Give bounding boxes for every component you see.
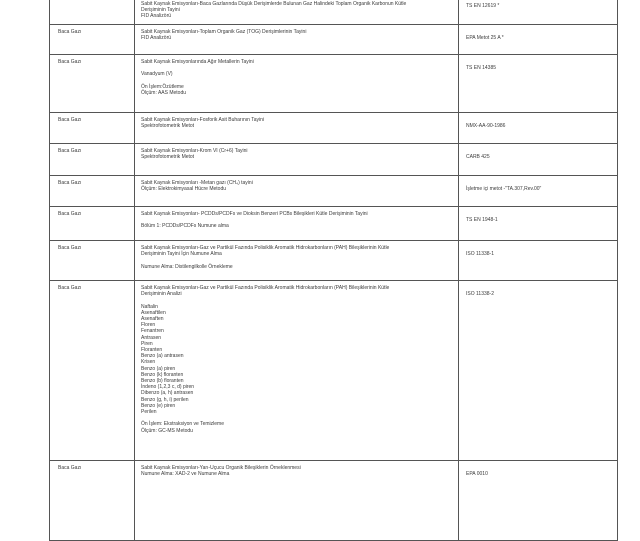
method-line: Bölüm 1: PCDDs/PCDFs Numune alma [141, 223, 229, 230]
method-line: Antrasen [141, 334, 162, 341]
method-line: Benzo (b) floranten [141, 378, 184, 385]
method-description-cell [135, 176, 459, 207]
sample-type-cell: Baca Gazı [50, 55, 135, 113]
method-line: Sabit Kaynak Emisyonları-Krom VI (Cr+6) Tayini [141, 148, 248, 154]
standard-cell [459, 207, 618, 241]
method-line: Benzo (g, h, i) perilen [141, 396, 189, 403]
method-description-cell [135, 461, 459, 541]
method-line: Ön İşlem:Özütleme [141, 83, 184, 90]
standard-reference: TS EN 12619 * [466, 3, 500, 9]
method-line: Sabit Kaynak Emisyonları-Gaz ve Partikül Fazında Polisiklik Aromatik Hidrokarbonların (PAH) Bileşiklerinin Kütle [141, 285, 390, 291]
method-line: Naftalin [141, 303, 158, 310]
method-line: Derişiminin Analizi [141, 291, 182, 298]
standard-reference: ISO 11338-2 [466, 291, 494, 297]
sample-type-cell: Baca Gazı [50, 144, 135, 176]
method-line: Floranten [141, 347, 163, 354]
method-description-cell [135, 25, 459, 55]
standard-reference: TS EN 14385 [466, 65, 497, 71]
standard-cell [459, 0, 618, 25]
method-line: Benzo (a) antrasen [141, 353, 184, 360]
method-description-cell [135, 0, 459, 25]
table-row [50, 176, 618, 207]
sample-type-cell: Baca Gazı [50, 281, 135, 461]
method-line: Sabit Kaynak Emisyonları- PCDDs/PCDFs ve Dioksin Benzeri PCBs Bileşikleri Kütle Derişiminin Tayini [141, 211, 368, 217]
method-line: Floren [141, 322, 156, 329]
table-row [50, 144, 618, 176]
standard-cell [459, 113, 618, 144]
standard-cell [459, 241, 618, 281]
table-row [50, 55, 618, 113]
method-line: Ölçüm: AAS Metodu [141, 89, 187, 96]
method-line: Dibenzo (a, h) antrasen [141, 390, 194, 397]
standard-cell [459, 461, 618, 541]
table-row [50, 0, 618, 25]
table-row [50, 113, 618, 144]
method-line: Numune Alma: XAD-2 ve Numune Alma [141, 471, 230, 478]
method-description-cell [135, 113, 459, 144]
method-line: Spektrofotometrik Metot [141, 123, 195, 130]
method-line: Vanadyum (V) [141, 71, 173, 78]
method-line: Sabit Kaynak Emisyonları-Baca Gazlarında Düşük Derişimlerde Bulunan Gaz Halindeki Toplam Organik Karbonun Kütle [141, 1, 407, 7]
method-description-cell [135, 281, 459, 461]
method-line: FID Analizörü [141, 13, 172, 20]
method-line: Benzo (a) piren [141, 365, 176, 372]
standard-reference: İşletme içi metot -"TA.307,Rev.00" [466, 186, 542, 192]
method-line: Derişiminin Tayini [141, 7, 180, 14]
standard-cell [459, 25, 618, 55]
method-line: Fenantren [141, 328, 164, 335]
method-description-cell [135, 55, 459, 113]
method-line: Benzo (k) floranten [141, 371, 184, 378]
method-description-cell [135, 144, 459, 176]
method-line: Perilen [141, 409, 157, 416]
method-line: Asenaften [141, 316, 164, 322]
standard-cell [459, 144, 618, 176]
standard-reference: EPA 0010 [466, 471, 488, 477]
table-row [50, 207, 618, 241]
method-line: Ölçüm: Elektrokimyasal Hücre Metodu [141, 186, 227, 193]
standard-reference: ISO 11338-1 [466, 251, 494, 257]
method-line: Asenaftilen [141, 309, 166, 316]
sample-type-cell: Baca Gazı [50, 207, 135, 241]
method-line: Sabit Kaynak Emisyonlarında Ağır Metallerin Tayini [141, 59, 254, 65]
standard-reference: TS EN 1948-1 [466, 217, 498, 223]
method-line: Numune Alma: Distilengilkolle Örnekleme [141, 263, 233, 270]
standard-cell [459, 281, 618, 461]
standard-reference: NMX-AA-90-1986 [466, 123, 506, 129]
sample-type-cell: Baca Gazı [50, 241, 135, 281]
table-row [50, 461, 618, 541]
method-line: Sabit Kaynak Emisyonları-Fosforik Asit Buharının Tayini [141, 117, 265, 123]
method-line: Sabit Kaynak Emisyonları-Yarı-Uçucu Organik Bileşiklerin Örneklenmesi [141, 465, 301, 471]
method-line: Sabit Kaynak Emisyonları-Toplam Organik Gaz (TOG) Derişimlerinin Tayini [141, 29, 307, 35]
method-line: Ölçüm: GC-MS Metodu [141, 427, 193, 434]
accreditation-table [49, 0, 618, 541]
method-line: Benzo (e) piren [141, 402, 176, 409]
method-line: Spektrofotometrik Metot [141, 154, 195, 161]
method-line: Piren [141, 340, 153, 347]
table-row [50, 25, 618, 55]
method-description-cell [135, 241, 459, 281]
standard-cell [459, 55, 618, 113]
sample-type-cell: Baca Gazı [50, 113, 135, 144]
method-description-cell [135, 207, 459, 241]
sample-type-cell: Baca Gazı [50, 25, 135, 55]
method-line: Sabit Kaynak Emisyonları-Gaz ve Partikül Fazında Polisiklik Aromatik Hidrokarbonların (PAH) Bileşiklerinin Kütle [141, 245, 390, 251]
method-line: Krisen [141, 359, 156, 366]
sample-type-cell [50, 0, 135, 25]
standard-cell [459, 176, 618, 207]
method-line: FID Analizörü [141, 35, 172, 42]
method-line: Ön İşlem: Ekstraksiyon ve Temizleme [141, 421, 224, 428]
standard-reference: CARB 425 [466, 154, 490, 160]
method-line: Sabit Kaynak Emisyonları -Metan gazı (CH₄) tayini [141, 180, 253, 186]
method-line: Derişiminin Tayini İçin Numune Alma [141, 251, 222, 258]
sample-type-cell: Baca Gazı [50, 176, 135, 207]
table-row [50, 281, 618, 461]
table-row [50, 241, 618, 281]
standard-reference: EPA Metot 25 A * [466, 35, 504, 41]
sample-type-cell: Baca Gazı [50, 461, 135, 541]
method-line: İndeno (1,2,3 c, d) piren [141, 384, 195, 391]
